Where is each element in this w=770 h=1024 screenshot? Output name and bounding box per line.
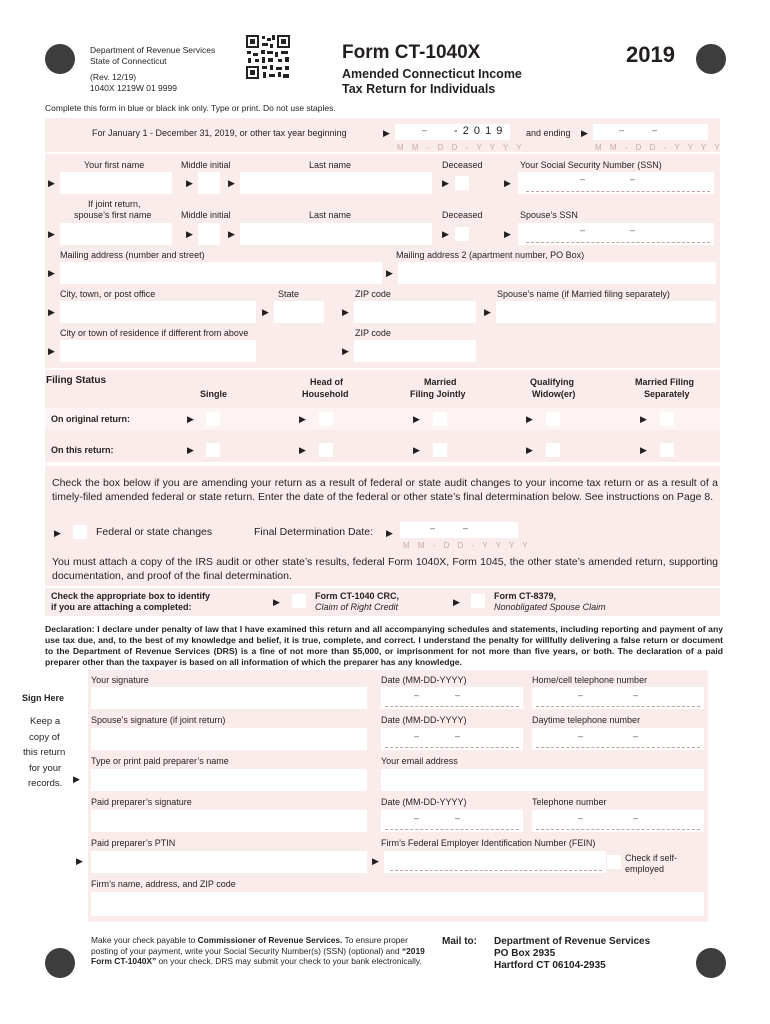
arrow-icon: ▶ — [299, 445, 306, 455]
mail-address-3: Hartford CT 06104-2935 — [494, 960, 606, 971]
arrow-icon: ▶ — [386, 528, 393, 538]
ct8379-checkbox[interactable] — [471, 594, 485, 608]
zip-2-label: ZIP code — [355, 328, 391, 338]
form-subtitle-1: Amended Connecticut Income — [342, 67, 522, 81]
email-input[interactable] — [381, 769, 704, 791]
phone-dash: – — [578, 731, 584, 741]
revision: (Rev. 12/19) — [90, 72, 137, 82]
this-return-label: On this return: — [51, 445, 114, 455]
arrow-icon: ▶ — [76, 856, 83, 866]
mailing-address-input[interactable] — [60, 262, 382, 284]
arrow-icon: ▶ — [187, 445, 194, 455]
zip-input[interactable] — [354, 301, 476, 323]
arrow-icon: ▶ — [504, 178, 511, 188]
pay-text-a: Make your check payable to — [91, 935, 198, 945]
phone-underline — [536, 706, 700, 707]
spouse-signature-input[interactable] — [91, 728, 367, 750]
ptin-input[interactable] — [91, 851, 367, 873]
spouse-middle-label: Middle initial — [181, 210, 231, 220]
spouse-ssn-label: Spouse’s SSN — [520, 210, 578, 220]
mail-address-2: PO Box 2935 — [494, 948, 556, 959]
date-format-hint: M M - D D - Y Y Y Y — [397, 143, 525, 152]
preparer-signature-label: Paid preparer’s signature — [91, 797, 192, 807]
this-qw-checkbox[interactable] — [546, 443, 560, 457]
preparer-name-label: Type or print paid preparer’s name — [91, 756, 229, 766]
final-date-label: Final Determination Date: — [254, 526, 374, 538]
mail-to-label: Mail to: — [442, 936, 477, 947]
city-label: City, town, or post office — [60, 289, 156, 299]
federal-state-changes-checkbox[interactable] — [73, 525, 87, 539]
arrow-icon: ▶ — [228, 178, 235, 188]
email-label: Your email address — [381, 756, 458, 766]
arrow-icon: ▶ — [48, 229, 55, 239]
ssn-dash: – — [580, 174, 586, 184]
arrow-icon: ▶ — [442, 178, 449, 188]
date-underline — [385, 747, 519, 748]
crc-sub: Claim of Right Credit — [315, 602, 399, 612]
your-signature-label: Your signature — [91, 675, 149, 685]
single-header: Single — [200, 389, 228, 399]
arrow-icon: ▶ — [342, 346, 349, 356]
end-date-field[interactable] — [593, 124, 708, 140]
date-underline — [385, 829, 519, 830]
crc-title: Form CT-1040 CRC, — [315, 591, 400, 601]
last-name-input[interactable] — [240, 172, 432, 194]
registration-dot-icon — [696, 44, 726, 74]
spouse-middle-input[interactable] — [198, 223, 220, 245]
fein-label: Firm’s Federal Employer Identification Number (FEIN) — [381, 838, 596, 848]
identify-line-2: if you are attaching a completed: — [51, 602, 192, 612]
self-employed-checkbox[interactable] — [607, 855, 621, 869]
fein-underline — [390, 870, 602, 871]
preparer-name-input[interactable] — [91, 769, 367, 791]
date-2-label: Date (MM-DD-YYYY) — [381, 715, 467, 725]
spouse-first-label-2: spouse’s first name — [74, 210, 152, 220]
pay-text-e: on your check. DRS may submit your check to your bank electronically. — [156, 956, 422, 966]
spouse-last-input[interactable] — [240, 223, 432, 245]
arrow-icon: ▶ — [48, 307, 55, 317]
date-dash: – — [455, 813, 461, 823]
date-dash: – — [455, 731, 461, 741]
preparer-signature-input[interactable] — [91, 810, 367, 832]
arrow-icon: ▶ — [186, 178, 193, 188]
date-dash: – — [430, 523, 436, 533]
keep-copy-1: Keep a — [30, 716, 61, 727]
zip-2-input[interactable] — [354, 340, 476, 362]
ssn-label: Your Social Security Number (SSN) — [520, 160, 662, 170]
dept-name: Department of Revenue Services — [90, 45, 216, 55]
arrow-icon: ▶ — [640, 445, 647, 455]
this-mfs-checkbox[interactable] — [660, 443, 674, 457]
city-input[interactable] — [60, 301, 256, 323]
original-mfj-checkbox[interactable] — [433, 412, 447, 426]
original-qw-checkbox[interactable] — [546, 412, 560, 426]
arrow-icon: ▶ — [581, 128, 588, 138]
date-3-label: Date (MM-DD-YYYY) — [381, 797, 467, 807]
firm-input[interactable] — [91, 892, 704, 916]
hoh-header-1: Head of — [310, 377, 344, 387]
sign-here: Sign Here — [22, 693, 65, 703]
deceased-label: Deceased — [442, 160, 483, 170]
keep-copy-2: copy of — [29, 732, 60, 743]
arrow-icon: ▶ — [48, 346, 55, 356]
begin-year: - 2 0 1 9 — [454, 125, 504, 137]
mfj-header-1: Married — [424, 377, 457, 387]
arrow-icon: ▶ — [299, 414, 306, 424]
state-label: State — [278, 289, 300, 299]
mailing-address-2-label: Mailing address 2 (apartment number, PO Box) — [396, 250, 585, 260]
first-name-label: Your first name — [84, 160, 145, 170]
ssn-dash: – — [630, 174, 636, 184]
date-dash: – — [414, 731, 420, 741]
arrow-icon: ▶ — [262, 307, 269, 317]
date-dash: – — [414, 813, 420, 823]
ssn-dash: – — [630, 225, 636, 235]
home-phone-label: Home/cell telephone number — [532, 675, 648, 685]
this-mfj-checkbox[interactable] — [433, 443, 447, 457]
ending-label: and ending — [526, 128, 571, 138]
federal-state-changes-label: Federal or state changes — [96, 526, 213, 538]
mfj-header-2: Filing Jointly — [410, 389, 466, 399]
arrow-icon: ▶ — [48, 178, 55, 188]
first-name-input[interactable] — [60, 172, 172, 194]
original-return-label: On original return: — [51, 414, 131, 424]
pay-text-c: To ensure proper posting of your payment, write your Social Security Number(s) (SSN) (optional) and — [91, 935, 408, 956]
ink-instruction: Complete this form in blue or black ink only. Type or print. Do not use staples. — [45, 103, 336, 113]
arrow-icon: ▶ — [640, 414, 647, 424]
arrow-icon: ▶ — [54, 528, 61, 538]
date-dash: – — [414, 690, 420, 700]
hoh-header-2: Household — [302, 389, 349, 399]
arrow-icon: ▶ — [48, 268, 55, 278]
keep-copy-4: for your — [29, 763, 62, 774]
original-hoh-checkbox[interactable] — [319, 412, 333, 426]
arrow-icon: ▶ — [484, 307, 491, 317]
residence-label: City or town of residence if different from above — [60, 328, 249, 338]
phone-dash: – — [633, 731, 639, 741]
keep-copy-3: this return — [23, 747, 66, 758]
spouse-name-input[interactable] — [496, 301, 716, 323]
crc-checkbox[interactable] — [292, 594, 306, 608]
date-dash: – — [422, 125, 428, 135]
form-title: Form CT-1040X — [342, 42, 481, 63]
date-underline — [385, 706, 519, 707]
phone-underline — [536, 747, 700, 748]
payment-instructions — [91, 935, 436, 967]
date-format-hint: M M - D D - Y Y Y Y — [403, 541, 531, 550]
ct8379-title: Form CT-8379, — [494, 591, 557, 601]
ssn-dash: – — [580, 225, 586, 235]
registration-dot-icon — [696, 948, 726, 978]
last-name-label: Last name — [309, 160, 352, 170]
arrow-icon: ▶ — [372, 856, 379, 866]
declaration-text: Declaration: I declare under penalty of law that I have examined this return and all accompanying schedules and statements, including reporting and payment of any use tax due, and, to the best of my knowledge and belief, it is true, complete, and correct. I understand the penalty for willfully delivering a false return or document to the Department of Revenue Services (DRS) is a fine of not more than $5,000, or imprisonment for not more than five years, or both. The declaration of a paid preparer other than the taxpayer is based on all information of which the preparer has any knowledge. — [45, 624, 723, 667]
filing-status-title: Filing Status — [46, 375, 106, 386]
phone-dash: – — [633, 690, 639, 700]
date-dash: – — [455, 690, 461, 700]
filing-original-row — [45, 408, 720, 430]
arrow-icon: ▶ — [342, 307, 349, 317]
pay-text-d: “2019 Form CT-1040X” — [91, 945, 425, 966]
spouse-name-label: Spouse’s name (if Married filing separately) — [497, 289, 670, 299]
ssn-underline — [526, 191, 710, 192]
self-employed-label-1: Check if self- — [625, 853, 678, 863]
mfs-header-2: Separately — [644, 389, 690, 399]
form-subtitle-2: Tax Return for Individuals — [342, 82, 496, 96]
date-format-hint: M M - D D - Y Y Y Y — [595, 143, 723, 152]
phone-dash: – — [578, 690, 584, 700]
date-1-label: Date (MM-DD-YYYY) — [381, 675, 467, 685]
arrow-icon: ▶ — [526, 445, 533, 455]
deceased-checkbox[interactable] — [455, 176, 469, 190]
tax-year: 2019 — [626, 42, 675, 67]
zip-label: ZIP code — [355, 289, 391, 299]
arrow-icon: ▶ — [383, 128, 390, 138]
phone-dash: – — [578, 813, 584, 823]
arrow-icon: ▶ — [442, 229, 449, 239]
qw-header-1: Qualifying — [530, 377, 575, 387]
date-dash: – — [619, 125, 625, 135]
middle-initial-label: Middle initial — [181, 160, 231, 170]
identify-line-1: Check the appropriate box to identify — [51, 591, 211, 601]
arrow-icon: ▶ — [187, 414, 194, 424]
pay-text-b: Commissioner of Revenue Services. — [197, 935, 343, 945]
residence-input[interactable] — [60, 340, 256, 362]
arrow-icon: ▶ — [413, 414, 420, 424]
spouse-last-label: Last name — [309, 210, 352, 220]
registration-dot-icon — [45, 948, 75, 978]
arrow-icon: ▶ — [504, 229, 511, 239]
mailing-address-label: Mailing address (number and street) — [60, 250, 205, 260]
ptin-label: Paid preparer’s PTIN — [91, 838, 176, 848]
registration-dot-icon — [45, 44, 75, 74]
mail-address-1: Department of Revenue Services — [494, 936, 651, 947]
ct8379-sub: Nonobligated Spouse Claim — [494, 602, 606, 612]
this-hoh-checkbox[interactable] — [319, 443, 333, 457]
this-single-checkbox[interactable] — [206, 443, 220, 457]
mailing-address-2-input[interactable] — [398, 262, 716, 284]
arrow-icon: ▶ — [386, 268, 393, 278]
arrow-icon: ▶ — [186, 229, 193, 239]
telephone-label: Telephone number — [532, 797, 607, 807]
arrow-icon: ▶ — [228, 229, 235, 239]
spouse-first-label-1: If joint return, — [88, 199, 141, 209]
phone-dash: – — [633, 813, 639, 823]
state-input[interactable] — [274, 301, 324, 323]
self-employed-label-2: employed — [625, 864, 665, 874]
your-signature-input[interactable] — [91, 687, 367, 709]
arrow-icon: ▶ — [273, 597, 280, 607]
form-code: 1040X 1219W 01 9999 — [90, 83, 177, 93]
tax-year-label: For January 1 - December 31, 2019, or other tax year beginning — [92, 128, 347, 138]
date-dash: – — [652, 125, 658, 135]
arrow-icon: ▶ — [526, 414, 533, 424]
spouse-signature-label: Spouse’s signature (if joint return) — [91, 715, 226, 725]
daytime-phone-label: Daytime telephone number — [532, 715, 641, 725]
arrow-icon: ▶ — [73, 774, 80, 784]
arrow-icon: ▶ — [413, 445, 420, 455]
state-name: State of Connecticut — [90, 56, 167, 66]
middle-initial-input[interactable] — [198, 172, 220, 194]
ssn-underline — [526, 242, 710, 243]
qr-code-icon — [245, 34, 291, 80]
attach-instructions: You must attach a copy of the IRS audit or other state’s results, federal Form 1040X, Form 1045, the other state’s amended return, supporting documentation, and proof of the final determination. — [52, 556, 718, 582]
original-mfs-checkbox[interactable] — [660, 412, 674, 426]
spouse-first-input[interactable] — [60, 223, 172, 245]
phone-underline — [536, 829, 700, 830]
date-dash: – — [463, 523, 469, 533]
firm-label: Firm’s name, address, and ZIP code — [91, 879, 236, 889]
keep-copy-5: records. — [28, 778, 63, 789]
final-determination-date-input[interactable] — [400, 522, 518, 538]
spouse-deceased-label: Deceased — [442, 210, 483, 220]
spouse-deceased-checkbox[interactable] — [455, 227, 469, 241]
original-single-checkbox[interactable] — [206, 412, 220, 426]
audit-instructions: Check the box below if you are amending your return as a result of federal or state audit changes to your income tax return or as a result of a timely-filed amended federal or state return. Enter the date of the federal or other state’s final determination below. See instructions on Page 8. — [52, 477, 718, 503]
arrow-icon: ▶ — [453, 597, 460, 607]
qw-header-2: Widow(er) — [532, 389, 576, 399]
mfs-header-1: Married Filing — [635, 377, 695, 387]
